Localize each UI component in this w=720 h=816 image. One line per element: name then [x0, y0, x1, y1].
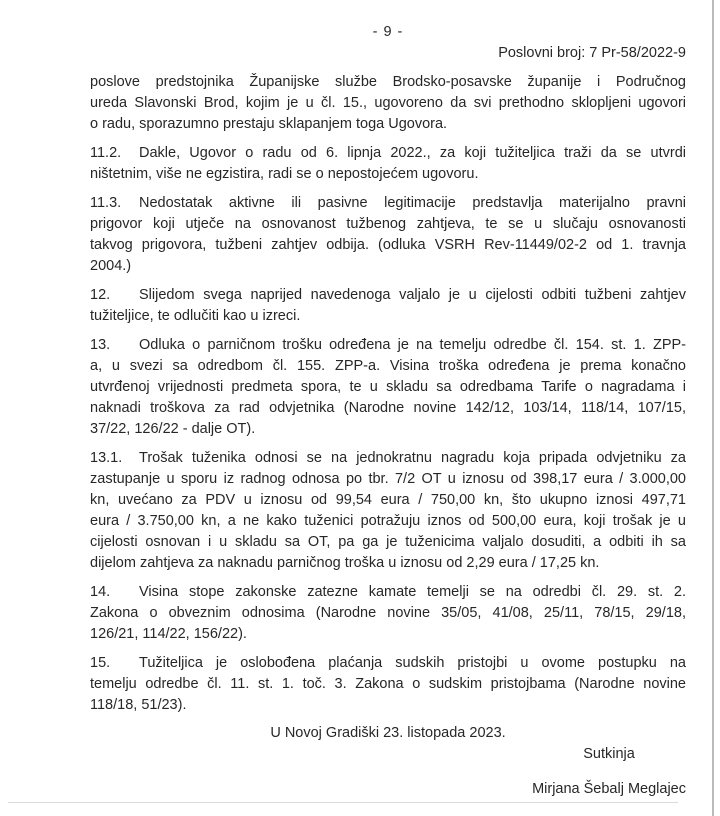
paragraph-line-text: Odluka o parničnom trošku određena je na temelju odredbe čl. 154. st. 1. ZPP-: [139, 337, 686, 353]
paragraph-number: 13.1.: [90, 450, 123, 466]
paragraph-line-text: Slijedom svega naprijed navedenoga valjalo je u cijelosti odbiti tužbeni zahtjev: [139, 287, 686, 303]
paragraph: [90, 653, 686, 716]
paragraph-line: naknadi troškova za rad odvjetnika (Narodne novine 142/12, 103/14, 118/14, 107/15,: [90, 400, 686, 416]
paragraph-line: prigovor koji utječe na osnovanost tužbenog zahtjeva, te se u slučaju osnovanosti: [90, 216, 686, 232]
paragraph-line-text: Tužiteljica je oslobođena plaćanja sudskih pristojbi u ovome postupku na: [139, 655, 686, 671]
signature-block: [532, 744, 686, 800]
paragraph-number: 11.3.: [90, 195, 122, 211]
paragraph-line: Zakona o obveznim odnosima (Narodne novine 35/05, 41/08, 25/11, 78/15, 29/18,: [90, 605, 686, 621]
paragraph-line: cijelosti osnovan i u skladu sa OT, pa ga je tuženicima valjalo dosuditi, a odbiti ih sa: [90, 534, 686, 550]
scan-edge-line: [712, 0, 714, 816]
paragraph-line: [90, 193, 686, 214]
paragraph-line-text: Nedostatak aktivne ili pasivne legitimacije predstavlja materijalno pravni: [139, 195, 686, 211]
judge-name: Mirjana Šebalj Meglajec: [532, 781, 686, 797]
paragraph-line: ureda Slavonski Brod, kojim je u čl. 15., ugovoreno da svi prethodno sklopljeni ugovori: [90, 95, 686, 111]
paragraph-line: ništetnim, više ne egzistira, radi se o nepostojećem ugovoru.: [90, 166, 479, 182]
paragraph: [90, 72, 686, 135]
paragraph: [90, 335, 686, 440]
paragraph: [90, 448, 686, 574]
judge-role: Sutkinja: [583, 746, 635, 762]
paragraph-number: 14.: [90, 584, 111, 600]
paragraph-line-text: Dakle, Ugovor o radu od 6. lipnja 2022., za koji tužiteljica traži da se utvrdi: [139, 145, 686, 161]
paragraph-line: [90, 582, 686, 603]
paragraph-line: a, u svezi sa odredbom čl. 155. ZPP-a. Visina troška određena je prema konačno: [90, 358, 686, 374]
paragraph-line: 126/21, 114/22, 156/22).: [90, 626, 247, 642]
paragraph-number: 15.: [90, 655, 111, 671]
paragraph-line-text: Trošak tuženika odnosi se na jednokratnu nagradu koja pripada odvjetniku za: [139, 450, 686, 466]
paragraph-line: [90, 143, 686, 164]
paragraph-line: [90, 653, 686, 674]
paragraph: [90, 193, 686, 277]
paragraph-line: utvrđenoj vrijednosti predmeta spora, te u skladu sa odredbama Tarife o nagradama i: [90, 379, 686, 395]
paragraph-line: 37/22, 126/22 - dalje OT).: [90, 421, 256, 437]
paragraph-line: [90, 335, 686, 356]
paragraph-number: 12.: [90, 287, 111, 303]
paragraph-line: eura / 3.750,00 kn, a ne kako tuženici potražuju iznos od 500,00 eura, koji trošak je u: [90, 513, 686, 529]
paragraph-number: 11.2.: [90, 145, 122, 161]
paragraph-line: zastupanje u sporu iz radnog odnosa po tbr. 7/2 OT u iznosu od 398,17 eura / 3.000,00: [90, 471, 686, 487]
paragraph-line: 118/18, 51/23).: [90, 697, 187, 713]
scan-bottom-artifact: [8, 802, 678, 803]
paragraph: [90, 582, 686, 645]
paragraph: [90, 285, 686, 327]
paragraph-line: temelju odredbe čl. 11. st. 1. toč. 3. Zakona o sudskim pristojbama (Narodne novine: [90, 676, 686, 692]
document-content: [90, 22, 686, 800]
paragraph-line: takvog prigovora, tužbeni zahtjev odbija. (odluka VSRH Rev-11449/02-2 od 1. travnja: [90, 237, 686, 253]
paragraph-line: o radu, sporazumno prestaju sklapanjem toga Ugovora.: [90, 116, 448, 132]
paragraph-line: kn, uvećano za PDV u iznosu od 99,54 eura / 750,00 kn, što ukupno iznosi 497,71: [90, 492, 686, 508]
page-number: - 9 -: [372, 24, 404, 40]
paragraph-line: 2004.): [90, 258, 132, 274]
paragraph-line: poslove predstojnika Županijske službe Brodsko-posavske županije i Područnog: [90, 74, 686, 90]
paragraph-number: 13.: [90, 337, 111, 353]
date-place-line: U Novoj Gradiški 23. listopada 2023.: [270, 725, 506, 741]
paragraph-line: [90, 285, 686, 306]
paragraph-line: tužiteljice, te odlučiti kao u izreci.: [90, 308, 301, 324]
paragraph-line: dijelom zahtjeva za naknadu parničnog troška u iznosu od 2,29 eura / 17,25 kn.: [90, 555, 600, 571]
paragraph: [90, 143, 686, 185]
paragraph-line-text: Visina stope zakonske zatezne kamate temelji se na odredbi čl. 29. st. 2.: [139, 584, 686, 600]
paragraph-line: [90, 448, 686, 469]
case-number: Poslovni broj: 7 Pr-58/2022-9: [498, 45, 686, 61]
